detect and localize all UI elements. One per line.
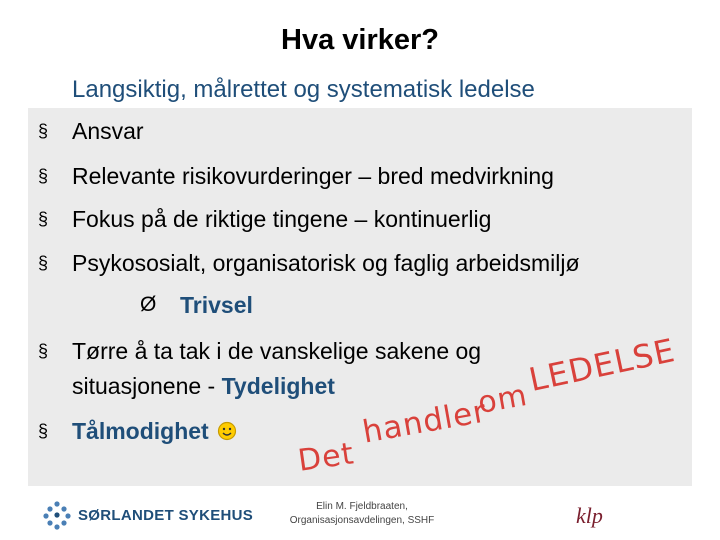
wordart-word-det: Det (295, 436, 357, 479)
footer-credit-department: Organisasjonsavdelingen, SSHF (289, 515, 435, 526)
slide-subtitle: Langsiktig, målrettet og systematisk ledelse (72, 76, 535, 103)
bullet-text: Tålmodighet (72, 418, 209, 444)
footer-credit-name: Elin M. Fjeldbraaten, (316, 501, 408, 512)
bullet-marker: § (38, 421, 49, 441)
content-box (28, 108, 692, 486)
klp-logo-icon (574, 502, 614, 528)
footer-credit (262, 500, 462, 528)
bullet-text: Ansvar (72, 118, 144, 144)
wordart-word-om: om (475, 377, 531, 422)
sub-bullet-text: Trivsel (180, 292, 253, 318)
bullet-marker: § (38, 253, 49, 273)
bullet-continuation (72, 371, 335, 401)
hospital-logo-mark-icon (42, 500, 72, 530)
bullet-content (72, 416, 237, 446)
bullet-text: Tørre å ta tak i de vanskelige sakene og (72, 338, 482, 364)
bullet-marker: § (38, 166, 49, 186)
hospital-logo-text: SØRLANDET SYKEHUS (78, 506, 254, 524)
bullet-marker: § (38, 341, 49, 361)
bullet-marker: § (38, 209, 49, 229)
svg-text:klp: klp (576, 503, 603, 528)
bullet-text: Fokus på de riktige tingene – kontinuerlig (72, 206, 492, 232)
bullet-marker: § (38, 121, 49, 141)
smiley-icon (217, 421, 237, 441)
bullet-text-plain: situasjonene - (72, 373, 222, 399)
bullet-text: Relevante risikovurderinger – bred medvirkning (72, 163, 554, 189)
bullet-text: Psykososialt, organisatorisk og faglig arbeidsmiljø (72, 250, 580, 276)
bullet-text-bold: Tydelighet (221, 373, 335, 399)
wordart-word-ledelse: LEDELSE (525, 331, 679, 399)
arrow-bullet-icon: Ø (140, 293, 157, 316)
wordart-word-handler: handler (359, 393, 490, 451)
hospital-logo (42, 500, 253, 530)
slide-title: Hva virker? (281, 24, 439, 56)
